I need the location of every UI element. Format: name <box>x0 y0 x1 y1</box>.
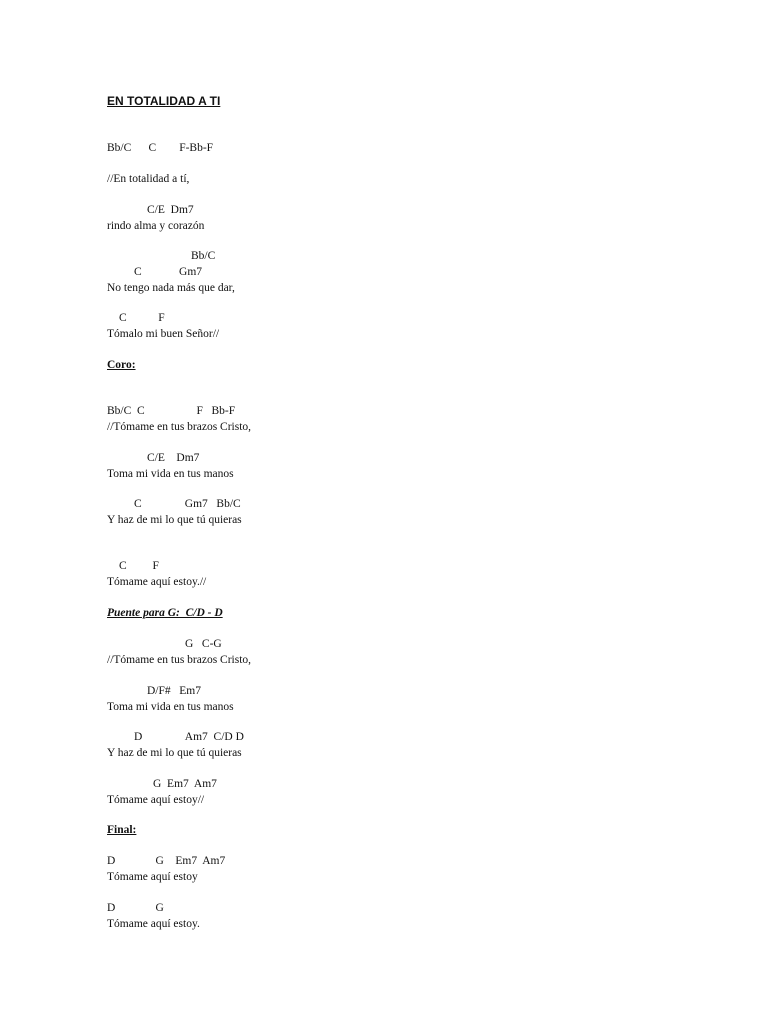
lyric-line: //Tómame en tus brazos Cristo, <box>107 421 252 433</box>
chord-line: C Gm7 Bb/C <box>134 498 241 510</box>
section-heading-puente: Puente para G: C/D - D <box>107 607 223 619</box>
lyric-line: Tómalo mi buen Señor// <box>107 328 220 340</box>
chord-line: C F <box>119 312 165 324</box>
chord-line: Bb/C C F Bb-F <box>107 405 236 417</box>
chord-line: C/E Dm7 <box>147 204 194 216</box>
lyric-line: Tómame aquí estoy.// <box>107 576 207 588</box>
lyric-line: //Tómame en tus brazos Cristo, <box>107 654 252 666</box>
section-heading-final: Final: <box>107 824 137 836</box>
chord-line: C F <box>119 560 159 572</box>
lyric-line: Toma mi vida en tus manos <box>107 701 234 713</box>
lyric-line: rindo alma y corazón <box>107 220 205 232</box>
song-title: EN TOTALIDAD A TI <box>107 94 221 108</box>
lyric-line: Y haz de mi lo que tú quieras <box>107 514 242 526</box>
lyric-line: Toma mi vida en tus manos <box>107 468 234 480</box>
chord-line: G Em7 Am7 <box>153 778 217 790</box>
lyric-line: Tómame aquí estoy. <box>107 918 200 930</box>
lyric-line: Y haz de mi lo que tú quieras <box>107 747 242 759</box>
chord-line: D/F# Em7 <box>147 685 201 697</box>
lyric-line: Tómame aquí estoy <box>107 871 198 883</box>
chord-line: D Am7 C/D D <box>134 731 244 743</box>
chord-line: Bb/C C F-Bb-F <box>107 142 214 154</box>
chord-line: G C-G <box>185 638 222 650</box>
chord-line: C Gm7 <box>134 266 203 278</box>
chord-line: Bb/C <box>191 250 216 262</box>
chord-line: C/E Dm7 <box>147 452 200 464</box>
lyric-line: //En totalidad a tí, <box>107 173 190 185</box>
chord-line: D G Em7 Am7 <box>107 855 226 867</box>
lyric-line: No tengo nada más que dar, <box>107 282 235 294</box>
chord-line: D G <box>107 902 164 914</box>
section-heading-coro: Coro: <box>107 359 136 371</box>
lyric-line: Tómame aquí estoy// <box>107 794 205 806</box>
